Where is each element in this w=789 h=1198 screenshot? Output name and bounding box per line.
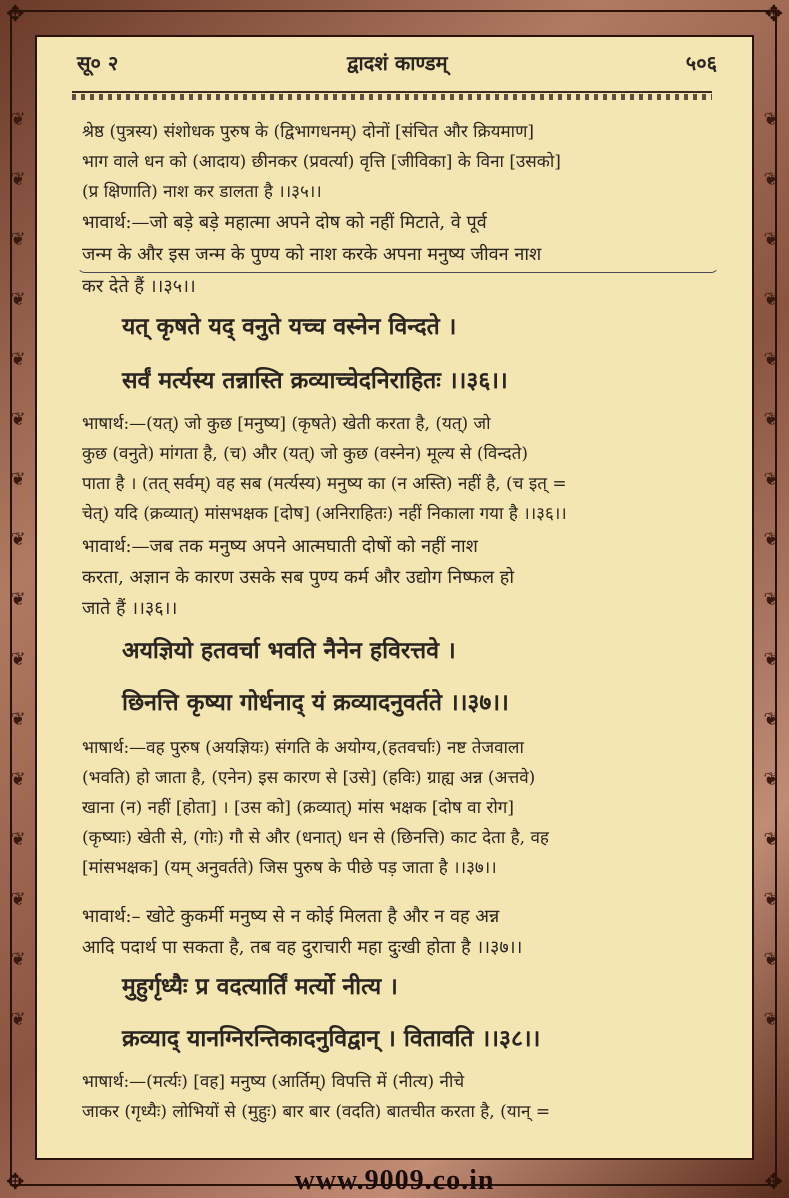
text-line: भाषार्थ:—(यत्) जो कुछ [मनुष्य] (कृषते) खेती करता है, (यत्) जो	[82, 414, 491, 434]
right-border-ornament-icon: ❦ ❦ ❦ ❦ ❦ ❦ ❦ ❦ ❦ ❦ ❦ ❦ ❦ ❦ ❦ ❦	[763, 109, 779, 1030]
text-line: चेत्) यदि (क्रव्यात्) मांसभक्षक [दोष] (अनिराहितः) नहीं निकाला गया है ।।३६।।	[82, 504, 567, 524]
paragraph-translation-35	[82, 117, 722, 207]
text-line: आदि पदार्थ पा सकता है, तब वह दुराचारी महा दुःखी होता है ।।३७।।	[82, 937, 523, 958]
paragraph-meaning-35	[82, 207, 722, 303]
page-number: ५०६	[685, 51, 717, 75]
text-line: (प्र क्षिणाति) नाश कर डालता है ।।३५।।	[82, 182, 322, 202]
verse-line: अयज्ञियो हतवर्चा भवति नैनेन हविरत्तवे ।	[122, 637, 456, 664]
header-divider-ornament	[72, 94, 712, 100]
verse-37	[122, 631, 722, 723]
page-title: द्वादशं काण्डम्	[347, 51, 448, 75]
text-line: जन्म के और इस जन्म के पुण्य को नाश करके अपना मनुष्य जीवन नाश	[82, 244, 542, 265]
text-line: (कृष्याः) खेती से, (गोः) गौ से और (धनात्) धन से (छिनत्ति) काट देता है, वह	[82, 828, 549, 848]
text-line: पाता है । (तत् सर्वम्) वह सब (मर्त्यस्य) मनुष्य का (न अस्ति) नहीं है, (च इत् =	[82, 474, 567, 494]
text-line: भावार्थ:—जब तक मनुष्य अपने आत्मघाती दोषों को नहीं नाश	[82, 536, 478, 557]
text-line: श्रेष्ठ (पुत्रस्य) संशोधक पुरुष के (द्विभागधनम्) दोनों [संचित और क्रियमाण]	[82, 122, 534, 142]
verse-line: छिनत्ति कृष्या गोर्धनाद् यं क्रव्यादनुवर्तते ।।३७।।	[122, 689, 509, 716]
verse-38	[122, 967, 722, 1059]
text-line: खाना (न) नहीं [होता] । [उस को] (क्रव्यात्) मांस भक्षक [दोष वा रोग]	[82, 798, 514, 818]
text-line: भाषार्थ:—(मर्त्यः) [वह] मनुष्य (आर्तिम्) विपत्ति में (नीत्य) नीचे	[82, 1072, 465, 1092]
text-line: भावार्थ:—जो बड़े बड़े महात्मा अपने दोष को नहीं मिटाते, वे पूर्व	[82, 212, 487, 233]
text-line: [मांसभक्षक] (यम् अनुवर्तते) जिस पुरुष के पीछे पड़ जाता है ।।३७।।	[82, 858, 497, 878]
text-line: कर देते हैं ।।३५।।	[82, 276, 196, 297]
paragraph-translation-36	[82, 409, 722, 529]
text-line: भावार्थ:– खोटे कुकर्मी मनुष्य से न कोई मिलता है और न वह अन्न	[82, 906, 500, 927]
verse-line: सर्वं मर्त्यस्य तन्नास्ति क्रव्याच्चेदनिराहितः ।।३६।।	[122, 367, 508, 394]
text-line: भाग वाले धन को (आदाय) छीनकर (प्रवर्त्या) वृत्ति [जीविका] के विना [उसको]	[82, 152, 561, 172]
text-line: जाते हैं ।।३६।।	[82, 598, 178, 619]
verse-36	[122, 307, 722, 401]
text-line: (भवति) हो जाता है, (एनेन) इस कारण से [उसे] (हविः) ग्राह्य अन्न (अत्तवे)	[82, 768, 536, 788]
sukta-number: सू० २	[77, 51, 119, 75]
paragraph-translation-37	[82, 733, 722, 883]
header-divider	[72, 91, 712, 93]
book-page	[35, 35, 754, 1160]
text-line: करता, अज्ञान के कारण उसके सब पुण्य कर्म और उद्योग निष्फल हो	[82, 567, 515, 588]
website-url: www.9009.co.in	[294, 1165, 495, 1196]
page-header	[77, 49, 717, 79]
corner-ornament-icon: ✥	[764, 1170, 783, 1195]
paragraph-meaning-36	[82, 531, 722, 624]
text-line: कुछ (वनुते) मांगता है, (च) और (यत्) जो कुछ (वस्नेन) मूल्य से (विन्दते)	[82, 444, 528, 464]
paragraph-translation-38	[82, 1067, 722, 1127]
left-border-ornament-icon: ❦ ❦ ❦ ❦ ❦ ❦ ❦ ❦ ❦ ❦ ❦ ❦ ❦ ❦ ❦ ❦	[10, 109, 26, 1030]
text-line: भाषार्थ:—वह पुरुष (अयज्ञियः) संगति के अयोग्य,(हतवर्चाः) नष्ट तेजवाला	[82, 738, 524, 758]
corner-ornament-icon: ✥	[6, 1170, 25, 1195]
verse-line: यत् कृषते यद् वनुते यच्च वस्नेन विन्दते ।	[122, 313, 457, 340]
verse-line: मुहुर्गृध्यैः प्र वदत्यार्तिं मर्त्यो नीत्य ।	[122, 973, 398, 1000]
text-line: जाकर (गृध्यैः) लोभियों से (मुहुः) बार बार (वदति) बातचीत करता है, (यान् =	[82, 1102, 551, 1122]
verse-line: क्रव्याद् यानग्निरन्तिकादनुविद्वान् । वितावति ।।३८।।	[122, 1025, 541, 1052]
corner-ornament-icon: ✥	[764, 2, 783, 27]
corner-ornament-icon: ✥	[6, 2, 25, 27]
paragraph-meaning-37	[82, 901, 722, 963]
